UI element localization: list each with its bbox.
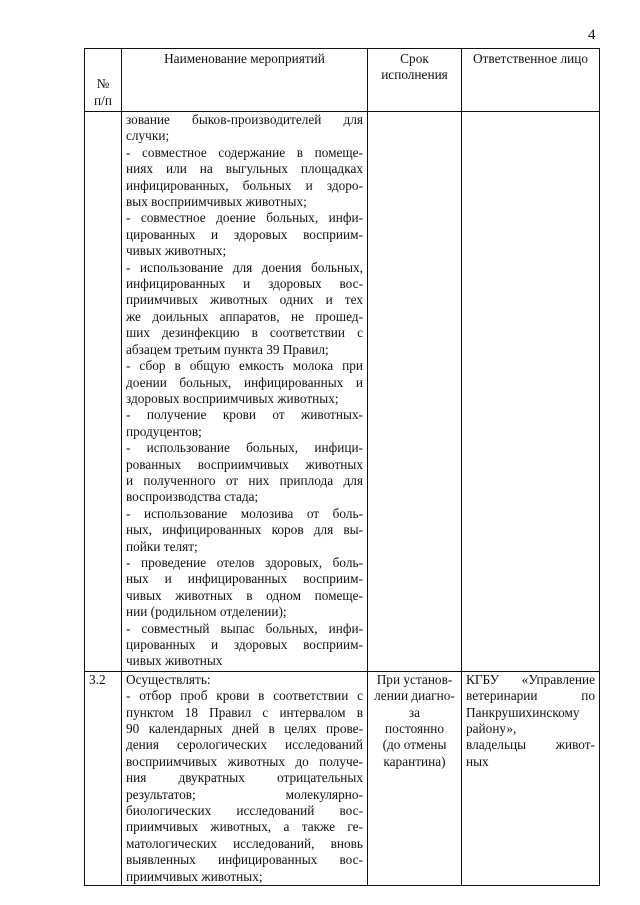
- text-line: карантина): [383, 753, 446, 769]
- text-line: выявленных инфицированных вос-: [126, 852, 363, 868]
- text-line: постоянно: [384, 721, 445, 737]
- text-line: - использование для доения больных,: [126, 259, 363, 275]
- text-line: биологических исследований вос-: [126, 803, 363, 819]
- text-line: пойки телят;: [126, 538, 198, 554]
- page-number: 4: [588, 27, 596, 43]
- text-line: матологических исследований, вновь: [126, 835, 363, 851]
- text-line: продуцентов;: [126, 423, 202, 439]
- text-line: здоровых восприимчивых животных;: [126, 390, 339, 406]
- text-line: ных, инфицированных коров для вы-: [126, 522, 363, 538]
- text-line: Осуществлять:: [126, 671, 211, 687]
- table-header-row: [85, 49, 600, 112]
- text-line: - проведение отелов здоровых, боль-: [126, 554, 363, 570]
- text-line: 90 календарных дней в целях прове-: [126, 721, 363, 737]
- text-line: ния двукратных отрицательных: [126, 770, 363, 786]
- row-3-2-responsible-cell: [462, 671, 600, 885]
- text-line: чивых животных: [126, 653, 223, 669]
- continuation-text-cell: [122, 112, 368, 672]
- text-line: - получение крови от животных-: [126, 407, 363, 423]
- text-line: - сбор в общую емкость молока при: [126, 358, 363, 374]
- text-line: - использование больных, инфици-: [126, 440, 363, 456]
- header-term: Срок исполнения: [368, 49, 462, 112]
- text-line: доении больных, инфицированных и: [126, 374, 363, 390]
- text-line: чивых животных в одном помеще-: [126, 587, 363, 603]
- text-line: инфицированных, больных и здоро-: [126, 177, 363, 193]
- text-line: району»,: [466, 721, 517, 737]
- continuation-num-cell: [85, 112, 122, 672]
- text-line: вых восприимчивых животных;: [126, 194, 307, 210]
- text-line: - совместное доение больных, инфи-: [126, 210, 363, 226]
- text-line: восприимчивых животных до получе-: [126, 753, 363, 769]
- text-line: лении диагно-: [374, 688, 455, 704]
- text-line: ных: [466, 753, 489, 769]
- text-line: ниях или на выгульных площадках: [126, 161, 363, 177]
- text-line: (до отмены: [382, 737, 447, 753]
- row-3-2-term-cell: [368, 671, 462, 885]
- text-line: - отбор проб крови в соответствии с: [126, 688, 363, 704]
- measures-table: [84, 48, 600, 886]
- text-line: за: [408, 704, 421, 720]
- text-line: и полученного от них приплода для: [126, 472, 363, 488]
- text-line: абзацем третьим пункта 39 Правил;: [126, 341, 329, 357]
- text-line: результатов; молекулярно-: [126, 786, 363, 802]
- text-line: воспроизводства стада;: [126, 489, 259, 505]
- text-line: рованных восприимчивых животных: [126, 456, 363, 472]
- text-line: ных и инфицированных восприим-: [126, 571, 363, 587]
- text-line: приимчивых животных одних и тех: [126, 292, 363, 308]
- text-line: КГБУ «Управление: [466, 671, 595, 687]
- text-line: При установ-: [376, 671, 453, 687]
- continuation-term-cell: [368, 112, 462, 672]
- text-line: - совместное содержание в помеще-: [126, 144, 363, 160]
- text-line: приимчивых животных;: [126, 868, 263, 884]
- table-row: [85, 671, 600, 885]
- text-line: пунктом 18 Правил с интервалом в: [126, 704, 363, 720]
- text-line: инфицированных и здоровых вос-: [126, 276, 363, 292]
- header-name: Наименование мероприятий: [122, 49, 368, 112]
- text-line: Панкрушихинскому: [466, 704, 580, 720]
- text-line: владельцы живот-: [466, 737, 595, 753]
- header-responsible: Ответственное лицо: [462, 49, 600, 112]
- row-number: 3.2: [85, 671, 122, 885]
- text-line: - использование молозива от боль-: [126, 505, 363, 521]
- text-line: дения серологических исследований: [126, 737, 363, 753]
- text-line: ших дезинфекцию в соответствии с: [126, 325, 363, 341]
- text-line: чивых животных;: [126, 243, 227, 259]
- text-line: зование быков-производителей для: [126, 112, 363, 127]
- continuation-responsible-cell: [462, 112, 600, 672]
- text-line: случки;: [126, 128, 170, 144]
- table-row: [85, 112, 600, 672]
- text-line: ветеринарии по: [466, 688, 595, 704]
- text-line: цированных и здоровых восприим-: [126, 637, 363, 652]
- text-line: приимчивых животных, а также ге-: [126, 819, 363, 835]
- row-3-2-text-cell: [122, 671, 368, 885]
- text-line: же доильных аппаратов, не прошед-: [126, 308, 363, 324]
- text-line: - совместный выпас больных, инфи-: [126, 620, 363, 636]
- text-line: нии (родильном отделении);: [126, 604, 287, 620]
- header-num: № п/п: [85, 49, 122, 112]
- text-line: цированных и здоровых восприим-: [126, 226, 363, 242]
